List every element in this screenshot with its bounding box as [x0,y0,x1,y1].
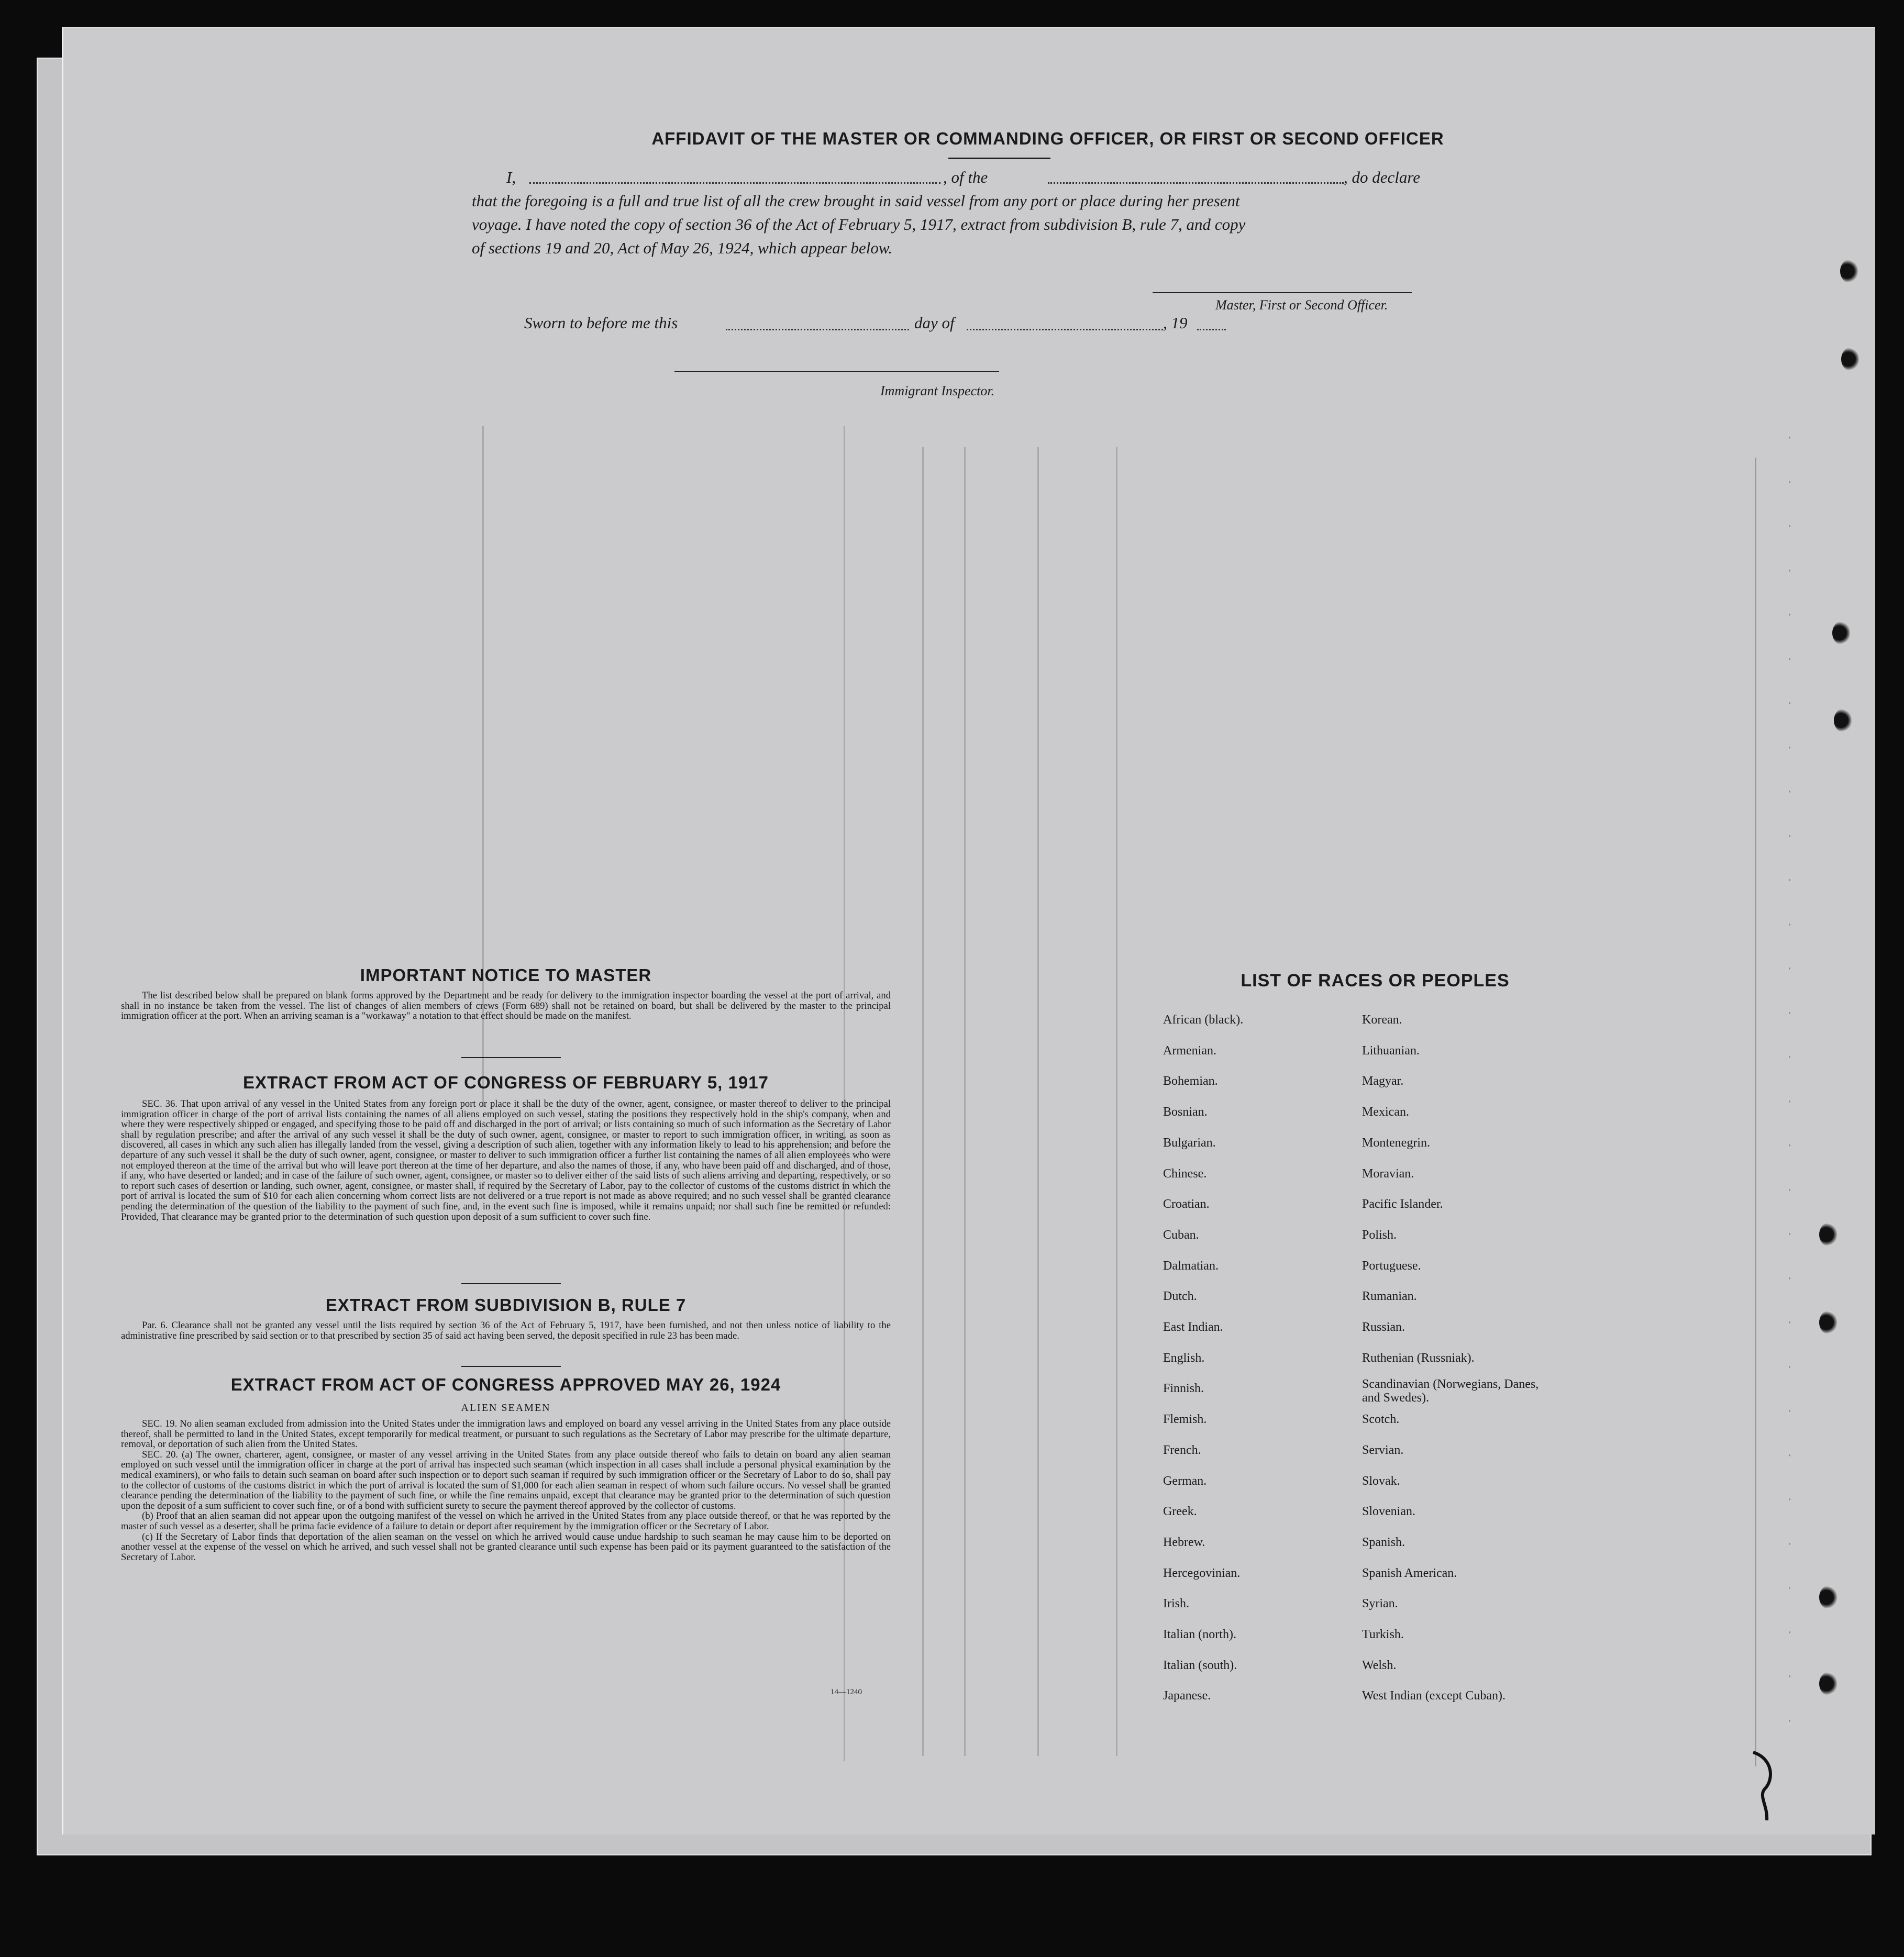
bleed-mark: · [1786,1272,1794,1285]
races-title: LIST OF RACES OR PEOPLES [1241,971,1510,991]
race-item: Hebrew. [1163,1535,1205,1549]
races-list-right [1362,1005,1540,1711]
race-item: Pacific Islander. [1362,1197,1443,1211]
race-item: Russian. [1362,1320,1405,1335]
bleed-mark: · [1786,962,1794,975]
inspector-label: Immigrant Inspector. [880,383,995,398]
race-item: Bohemian. [1163,1074,1218,1088]
notice-text: The list described below shall be prepared on blank forms approved by the Department and be ready for delivery to the immigration inspector boarding the vessel at the port of arrival, and shall in no instance be taken from the vessel. The list of changes of alien members of crews (Form 689) shall not be retained on board, but shall be delivered by the master to the principal immigration officer at the port. When an arriving seaman is a "workaway" a notation to that effect should be made on the manifest. [121,990,891,1022]
bleed-mark: · [1786,1537,1794,1551]
extract-rule7-text: Par. 6. Clearance shall not be granted any vessel until the lists required by section 36 of the Act of February 5, 1917, have been furnished, and not then unless notice of liability to the administrative fine prescribed by said section or to that prescribed by section 35 of said act having been served, the deposit specified in rule 23 has been made. [121,1320,891,1341]
bleed-mark: · [1786,1493,1794,1506]
race-item: East Indian. [1163,1320,1223,1335]
race-item: Dutch. [1163,1289,1197,1304]
bleed-mark: · [1786,475,1794,489]
punch-hole [1832,621,1850,644]
affidavit-line-1: that the foregoing is a full and true list of all the crew brought in said vessel from any port or place during her present [472,192,1240,210]
race-item: Irish. [1163,1597,1189,1611]
punch-hole [1840,260,1858,283]
race-item: Japanese. [1163,1689,1211,1703]
extract-1917-title: EXTRACT FROM ACT OF CONGRESS OF FEBRUARY 5, 1917 [243,1073,769,1092]
bleed-mark: · [1786,1714,1794,1728]
bleed-mark: · [1786,829,1794,843]
bleed-mark: · [1786,1051,1794,1064]
year-field[interactable] [1197,329,1226,330]
affidavit-of-the: , of the [943,168,988,186]
sec-19: SEC. 19. No alien seaman excluded from admission into the United States under the immigration laws and employed on board any vessel arriving in the United States from any place outside thereof, shall be permitted to land in the United States, except temporarily for medical treatment, or pursuant to such regulations as the Secretary of Labor may prescribe for the ultimate departure, removal, or deportation of such alien from the United States. [121,1418,891,1450]
bleed-mark: · [1786,1582,1794,1595]
bleed-mark: · [1786,1183,1794,1197]
race-item: Rumanian. [1362,1289,1417,1304]
bleed-mark: · [1786,741,1794,754]
bleed-mark: · [1786,1316,1794,1329]
race-item: Dalmatian. [1163,1259,1219,1273]
bleed-mark: · [1786,697,1794,710]
form-number: 14—1240 [831,1688,862,1696]
race-item: Flemish. [1163,1413,1207,1427]
bleed-mark: · [1786,564,1794,577]
bleed-mark: · [1786,1095,1794,1108]
document-page [62,27,1875,1834]
affidavit-title: AFFIDAVIT OF THE MASTER OR COMMANDING OFFICER, OR FIRST OR SECOND OFFICER [651,129,1444,148]
bleed-mark: · [1786,1006,1794,1020]
bleed-mark: · [1786,918,1794,931]
race-item: Bulgarian. [1163,1136,1216,1150]
extract-rule7-title: EXTRACT FROM SUBDIVISION B, RULE 7 [325,1295,687,1315]
race-item: Spanish. [1362,1535,1405,1549]
master-signature-label: Master, First or Second Officer. [1215,297,1388,313]
bleed-mark: · [1786,874,1794,887]
race-item: Chinese. [1163,1166,1207,1181]
divider [461,1283,561,1284]
divider [461,1366,561,1367]
bleed-mark: · [1786,1626,1794,1639]
races-list-left [1163,1005,1243,1711]
race-item: Moravian. [1362,1166,1414,1181]
bleed-mark: · [1786,1228,1794,1241]
race-item: Welsh. [1362,1658,1397,1672]
bleed-mark: · [1786,608,1794,621]
race-item: Scandinavian (Norwegians, Danes, and Swedes). [1362,1377,1539,1405]
sec-20a: SEC. 20. (a) The owner, charterer, agent, consignee, or master of any vessel arriving in the United States from any place outside thereof who fails to detain on board any alien seaman employed on such vessel until the immigration officer in charge at the port of arrival has inspected such seaman (which inspection in all cases shall include a personal physical examination by the medical examiners), or who fails to detain such seaman on board after such inspection or to deport such seaman if required by such immigration officer or the Secretary of Labor to do so, shall pay to the collector of customs of the customs district in which the port of arrival is located the sum of $1,000 for each alien seaman in respect of whom such failure occurs. No vessel shall be granted clearance pending the determination of the liability to the payment of such fine, or while the fine remains unpaid, except that clearance may be granted prior to the determination of such question upon the deposit of a sum sufficient to cover such fine, or of a bond with sufficient surety to secure the payment thereof approved by the collector of customs. [121,1449,891,1511]
divider [461,1057,561,1058]
race-item: Korean. [1362,1013,1402,1027]
race-item: Lithuanian. [1362,1043,1420,1058]
bleed-mark: · [1786,431,1794,444]
extract-1917-text: SEC. 36. That upon arrival of any vessel in the United States from any foreign port or place it shall be the duty of the owner, agent, consignee, or master thereof to deliver to the principal immigration officer in charge of the port of arrival lists containing the names of all aliens employed on such vessel, stating the positions they respectively hold in the ship's company, when and where they were respectively shipped or engaged, and specifying those to be paid off and discharged in the port of arrival; or lists containing so much of such information as the Secretary of Labor shall by regulation prescribe; and after the arrival of any such vessel it shall be the duty of such owner, agent, consignee, or master to report to such immigration officer, in writing, as soon as discovered, all cases in which any such alien has illegally landed from the vessel, giving a description of such alien, together with any information likely to lead to his apprehension; and before the departure of any such vessel it shall be the duty of such owner, agent, consignee, or master to deliver to such immigration officer a further list containing the names of all alien employees who were not employed thereon at the time of the arrival but who will leave port thereon at the time of her departure, and also the names of those, if any, who have been paid off and discharged, and of those, if any, who have deserted or landed; and in case of the failure of such owner, agent, consignee, or master so to deliver either of the said lists of such aliens arriving and departing, respectively, or so to report such cases of desertion or landing, such owner, agent, consignee, or master shall, if required by the Secretary of Labor, pay to the collector of customs of the customs district in which the port of arrival is located the sum of $10 for each alien concerning whom correct lists are not delivered or a true report is not made as above required; and no such vessel shall be granted clearance pending the determination of the question of the liability to the payment of such fine, and, in the event such fine is imposed, while it remains unpaid; nor shall such fine be remitted or refunded: Provided, That clearance may be granted prior to the determination of such question upon deposit of a sum sufficient to cover such fine. [121,1098,891,1222]
officer-name-field[interactable] [529,182,940,184]
punch-hole [1841,348,1859,371]
sworn-label: Sworn to before me this [524,314,678,332]
handwritten-mark [1747,1748,1784,1824]
affidavit-do-declare: , do declare [1344,168,1421,186]
title-underline [948,158,1050,159]
sec-20b: (b) Proof that an alien seaman did not appear upon the outgoing manifest of the vessel on which he arrived in the United States from any place outside thereof, or that he was reported by the master of such vessel as a deserter, shall be prima facie evidence of a failure to detain or deport after requirement by the immigration officer or the Secretary of Labor. [121,1510,891,1532]
race-item: Greek. [1163,1505,1197,1519]
inspector-signature-line[interactable] [674,371,999,372]
sworn-month-field[interactable] [967,329,1163,330]
race-item: Hercegovinian. [1163,1566,1241,1580]
race-item: Bosnian. [1163,1105,1208,1119]
sec-20c: (c) If the Secretary of Labor finds that deportation of the alien seaman on the vessel on which he arrived would cause undue hardship to such seaman he may cause him to be deported on another vessel at the expense of the vessel on which he arrived, and such vessel shall not be granted clearance until such expense has been paid or its payment guaranteed to the satisfaction of the Secretary of Labor. [121,1531,891,1563]
race-item: Italian (north). [1163,1628,1236,1642]
bleed-mark: · [1786,1405,1794,1418]
alien-seamen-subtitle: ALIEN SEAMEN [461,1402,551,1414]
bleed-mark: · [1786,652,1794,666]
race-item: Servian. [1362,1443,1404,1457]
affidavit-i-label: I, [506,168,516,186]
race-item: African (black). [1163,1013,1244,1027]
race-item: German. [1163,1474,1207,1488]
race-item: Ruthenian (Russniak). [1362,1351,1475,1365]
race-item: French. [1163,1443,1201,1457]
vessel-name-field[interactable] [1048,182,1344,184]
race-item: Slovak. [1362,1474,1400,1488]
notice-title: IMPORTANT NOTICE TO MASTER [360,965,652,985]
race-item: Scotch. [1362,1413,1400,1427]
race-item: Montenegrin. [1362,1136,1430,1150]
race-item: Croatian. [1163,1197,1210,1211]
punch-hole [1834,709,1852,732]
day-of-label: day of [914,314,955,332]
race-item: Italian (south). [1163,1658,1237,1672]
race-item: West Indian (except Cuban). [1362,1689,1506,1703]
race-item: Magyar. [1362,1074,1404,1088]
bleed-mark: · [1786,1449,1794,1462]
race-item: Slovenian. [1362,1505,1415,1519]
race-item: Mexican. [1362,1105,1409,1119]
year-label: , 19 [1163,314,1188,332]
punch-hole [1819,1586,1837,1609]
affidavit-line-3: of sections 19 and 20, Act of May 26, 1924, which appear below. [472,239,893,257]
race-item: Turkish. [1362,1628,1404,1642]
race-item: Polish. [1362,1228,1397,1242]
race-item: Spanish American. [1362,1566,1457,1580]
bleed-mark: · [1786,1139,1794,1152]
race-item: Syrian. [1362,1597,1398,1611]
punch-hole [1819,1311,1837,1334]
race-item: Cuban. [1163,1228,1199,1242]
punch-hole [1819,1223,1837,1246]
bleed-mark: · [1786,785,1794,798]
extract-1924-text [121,1419,891,1562]
bleed-mark: · [1786,1360,1794,1374]
punch-hole [1819,1672,1837,1695]
extract-1924-title: EXTRACT FROM ACT OF CONGRESS APPROVED MAY 26, 1924 [230,1375,781,1394]
race-item: English. [1163,1351,1205,1365]
race-item: Armenian. [1163,1043,1216,1058]
bleed-mark: · [1786,1670,1794,1683]
sworn-date-field[interactable] [726,329,909,330]
race-item: Portuguese. [1362,1259,1421,1273]
bleed-mark: · [1786,520,1794,533]
affidavit-line-2: voyage. I have noted the copy of section 36 of the Act of February 5, 1917, extract from subdivision B, rule 7, and copy [472,215,1246,233]
race-item: Finnish. [1163,1382,1204,1396]
